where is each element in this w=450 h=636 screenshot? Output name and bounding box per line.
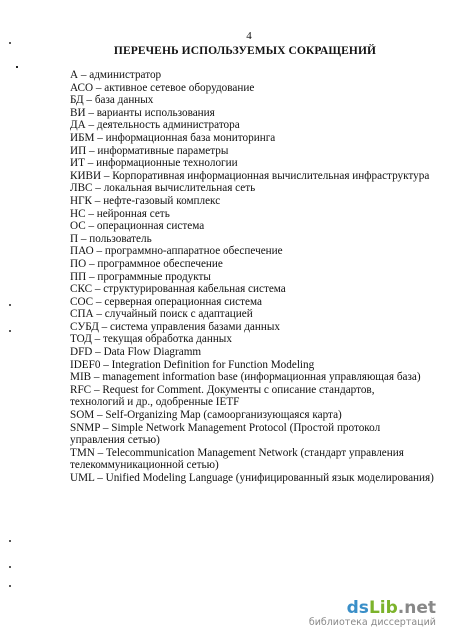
- list-item: MIB – management information base (информационная управляющая база): [70, 371, 421, 384]
- watermark-logo: dsLib.net: [346, 598, 436, 618]
- list-item: ТОД – текущая обработка данных: [70, 333, 232, 346]
- list-item: SNMP – Simple Network Management Protocol (Простой протокол управления сетью): [70, 421, 381, 447]
- watermark: [309, 599, 436, 628]
- list-item: SOM – Self-Organizing Map (самоорганизующаяся карта): [70, 409, 342, 422]
- list-item: RFC – Request for Comment. Документы с описание стандартов, технологий и др., одобренные IETF: [70, 383, 375, 409]
- list-item: ПО – программное обеспечение: [70, 257, 223, 270]
- scan-mark: [9, 585, 11, 587]
- list-item: КИВИ – Корпоративная информационная вычислительная инфраструктура: [70, 169, 430, 182]
- list-item: АСО – активное сетевое оборудование: [70, 81, 255, 94]
- abbreviation-list: [70, 69, 434, 485]
- list-item: СКС – структурированная кабельная система: [70, 283, 286, 296]
- list-item: IDEF0 – Integration Definition for Function Modeling: [70, 358, 315, 371]
- list-item: ИП – информативные параметры: [70, 144, 229, 157]
- list-item: ВИ – варианты использования: [70, 106, 215, 119]
- scan-mark: [9, 330, 11, 332]
- page-number: 4: [246, 30, 252, 42]
- list-item: СОС – серверная операционная система: [70, 295, 262, 308]
- scan-mark: [9, 566, 11, 568]
- scan-mark: [9, 304, 11, 306]
- list-item: ОС – операционная система: [70, 220, 205, 233]
- list-item: ДА – деятельность администратора: [70, 119, 240, 132]
- scan-mark: [9, 540, 11, 542]
- list-item: СУБД – система управления базами данных: [70, 320, 280, 333]
- list-item: ПАО – программно-аппаратное обеспечение: [70, 245, 283, 258]
- list-item: DFD – Data Flow Diagramm: [70, 346, 202, 359]
- list-item: ПП – программные продукты: [70, 270, 211, 283]
- list-item: НС – нейронная сеть: [70, 207, 170, 220]
- list-item: UML – Unified Modeling Language (унифицированный язык моделирования): [70, 472, 434, 484]
- list-item: П – пользователь: [70, 232, 152, 245]
- list-item: TMN – Telecommunication Management Network (стандарт управления телекоммуникационной сетью): [70, 446, 404, 472]
- list-item: ИТ – информационные технологии: [70, 157, 238, 170]
- scan-mark: [16, 66, 18, 68]
- list-item: ЛВС – локальная вычислительная сеть: [70, 182, 256, 195]
- scan-mark: [9, 42, 11, 44]
- watermark-subtitle: библиотека диссертаций: [308, 617, 436, 628]
- list-item: ИБМ – информационная база мониторинга: [70, 131, 276, 144]
- list-item: СПА – случайный поиск с адаптацией: [70, 308, 253, 321]
- page-title: ПЕРЕЧЕНЬ ИСПОЛЬЗУЕМЫХ СОКРАЩЕНИЙ: [113, 45, 377, 57]
- list-item: НГК – нефте-газовый комплекс: [70, 194, 221, 207]
- list-item: БД – база данных: [70, 94, 154, 107]
- list-item: А – администратор: [70, 69, 162, 81]
